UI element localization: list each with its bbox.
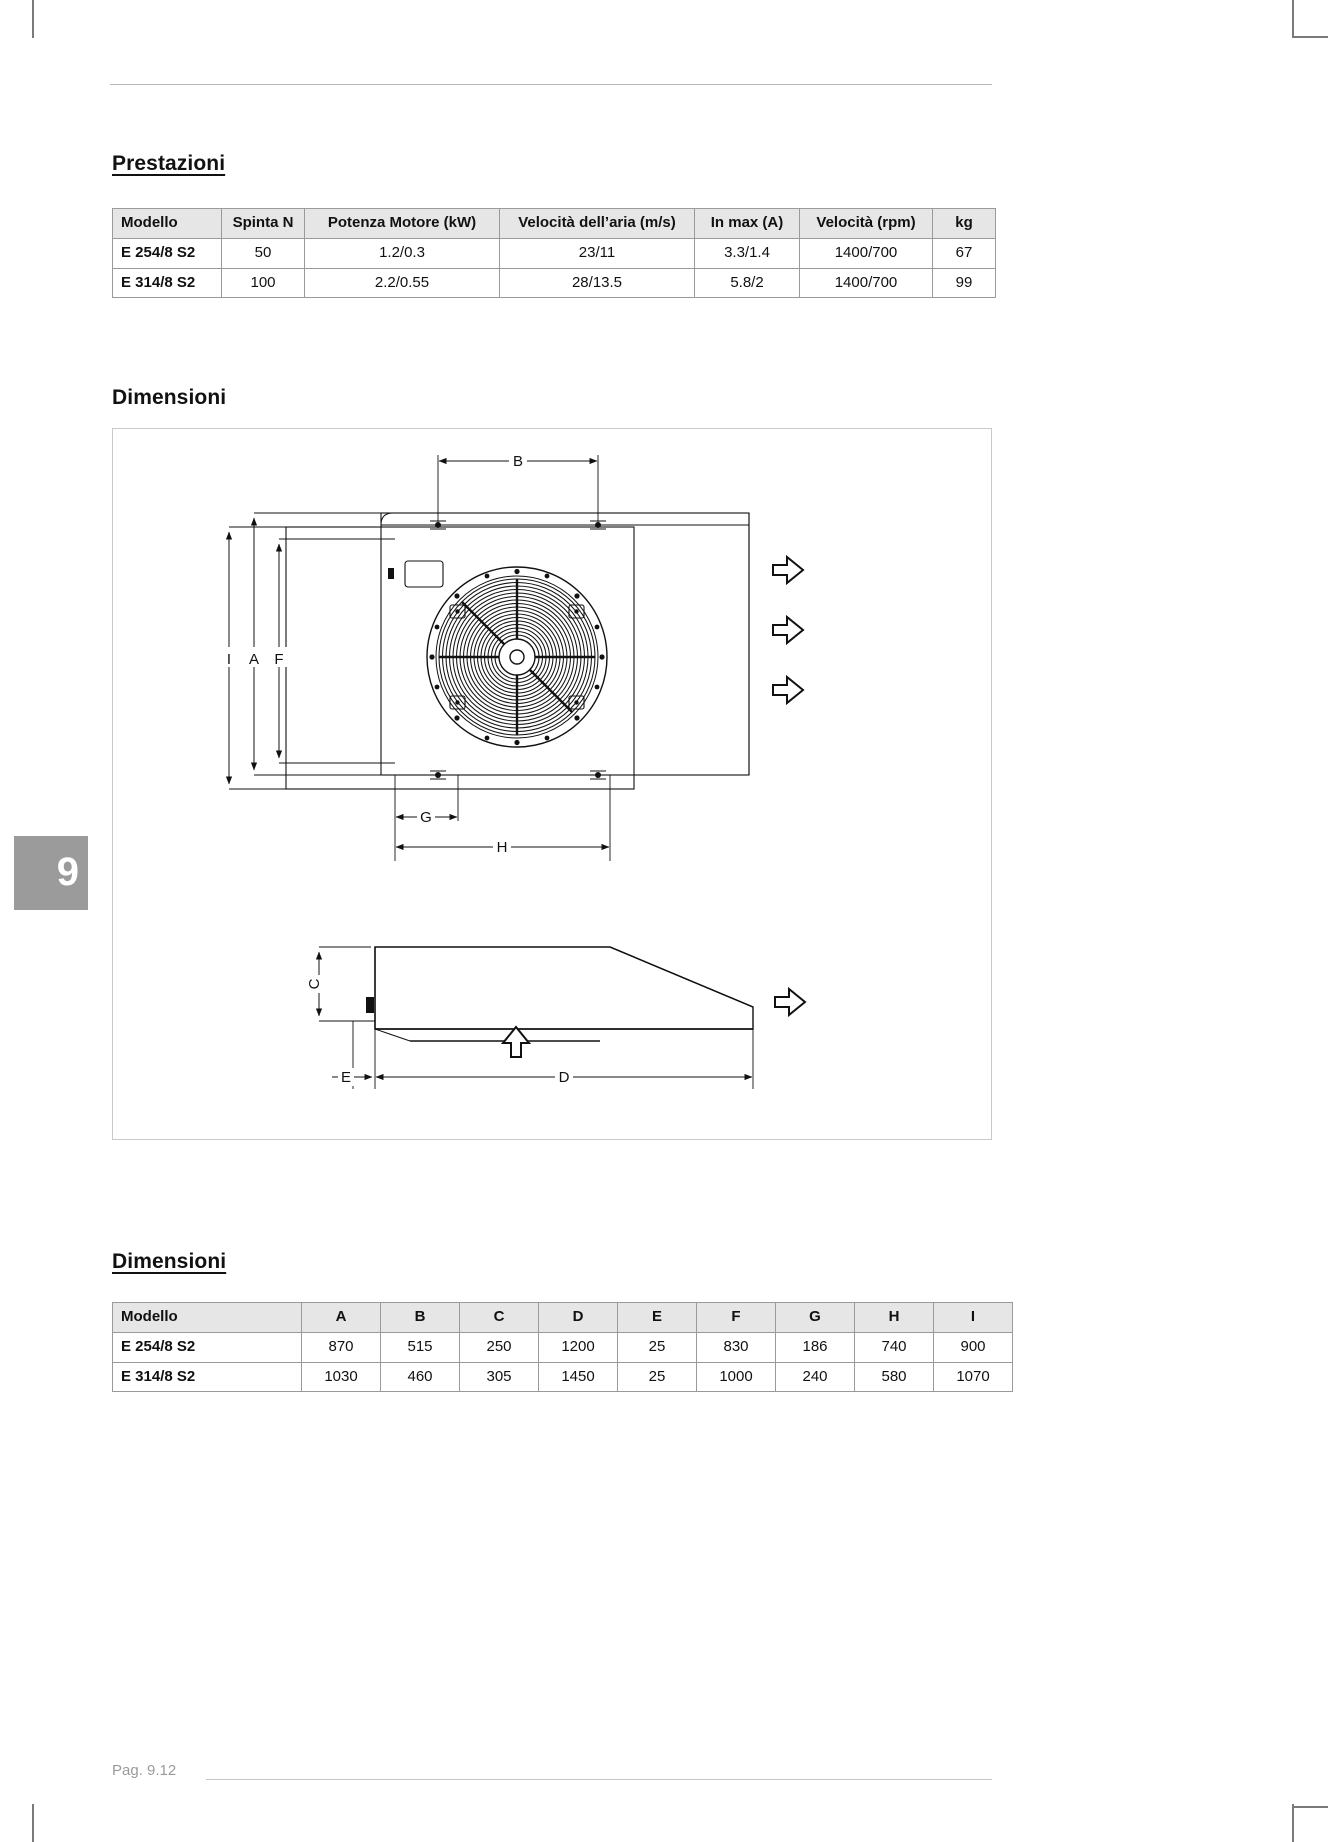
- cell-modello: E 314/8 S2: [113, 1362, 302, 1392]
- dim-label-E: E: [340, 1069, 352, 1086]
- dim-label-C: C: [306, 978, 323, 990]
- cell-c: 250: [460, 1332, 539, 1362]
- page-tab-number: 9: [56, 850, 79, 895]
- cell-i: 900: [934, 1332, 1013, 1362]
- footer-page-label: Pag. 9.12: [112, 1762, 177, 1779]
- dimensions-drawing-heading: Dimensioni: [112, 386, 227, 409]
- cell-g: 240: [776, 1362, 855, 1392]
- performance-section-heading: Prestazioni: [112, 152, 226, 175]
- crop-mark-top-right-vertical: [1292, 0, 1294, 38]
- dimensions-table: [112, 1302, 1013, 1392]
- crop-mark-bottom-right-horizontal: [1294, 1806, 1328, 1808]
- dimensions-table-heading: Dimensioni: [112, 1250, 227, 1273]
- cell-in-max: 5.8/2: [695, 268, 800, 298]
- cell-velocita-aria: 23/11: [500, 238, 695, 268]
- table-header-row: [113, 1303, 1013, 1333]
- cell-kg: 67: [933, 238, 996, 268]
- crop-mark-top-left: [32, 0, 34, 38]
- col-header-d: D: [539, 1303, 618, 1333]
- col-header-velocita-aria: Velocità dell’aria (m/s): [500, 209, 695, 239]
- dim-label-B: B: [512, 453, 524, 470]
- footer-divider: [206, 1779, 992, 1780]
- cell-modello: E 254/8 S2: [113, 1332, 302, 1362]
- cell-velocita-rpm: 1400/700: [800, 238, 933, 268]
- col-header-in-max: In max (A): [695, 209, 800, 239]
- cell-potenza: 1.2/0.3: [305, 238, 500, 268]
- technical-drawing: [113, 429, 991, 1139]
- cell-modello: E 254/8 S2: [113, 238, 222, 268]
- crop-mark-bottom-left: [32, 1804, 34, 1842]
- dim-label-G: G: [420, 809, 432, 826]
- col-header-a: A: [302, 1303, 381, 1333]
- col-header-modello: Modello: [113, 1303, 302, 1333]
- cell-e: 25: [618, 1332, 697, 1362]
- table-row: [113, 268, 996, 298]
- cell-kg: 99: [933, 268, 996, 298]
- cell-c: 305: [460, 1362, 539, 1392]
- cell-i: 1070: [934, 1362, 1013, 1392]
- cell-velocita-rpm: 1400/700: [800, 268, 933, 298]
- crop-mark-bottom-right-vertical: [1292, 1804, 1294, 1842]
- cell-h: 740: [855, 1332, 934, 1362]
- performance-table: [112, 208, 996, 298]
- cell-a: 870: [302, 1332, 381, 1362]
- col-header-velocita-rpm: Velocità (rpm): [800, 209, 933, 239]
- cell-velocita-aria: 28/13.5: [500, 268, 695, 298]
- dim-label-F: F: [274, 651, 284, 668]
- cell-b: 460: [381, 1362, 460, 1392]
- cell-potenza: 2.2/0.55: [305, 268, 500, 298]
- table-row: [113, 1332, 1013, 1362]
- dim-label-H: H: [496, 839, 508, 856]
- cell-a: 1030: [302, 1362, 381, 1392]
- cell-d: 1200: [539, 1332, 618, 1362]
- cell-f: 830: [697, 1332, 776, 1362]
- dim-label-I: I: [226, 651, 232, 668]
- table-row: [113, 238, 996, 268]
- col-header-modello: Modello: [113, 209, 222, 239]
- cell-d: 1450: [539, 1362, 618, 1392]
- col-header-g: G: [776, 1303, 855, 1333]
- col-header-b: B: [381, 1303, 460, 1333]
- cell-e: 25: [618, 1362, 697, 1392]
- cell-g: 186: [776, 1332, 855, 1362]
- technical-drawing-frame: [112, 428, 992, 1140]
- cell-b: 515: [381, 1332, 460, 1362]
- col-header-f: F: [697, 1303, 776, 1333]
- col-header-e: E: [618, 1303, 697, 1333]
- crop-mark-top-right-horizontal: [1294, 36, 1328, 38]
- dim-label-A: A: [248, 651, 260, 668]
- header-divider: [110, 84, 992, 85]
- col-header-h: H: [855, 1303, 934, 1333]
- cell-spinta: 100: [222, 268, 305, 298]
- cell-h: 580: [855, 1362, 934, 1392]
- col-header-potenza-motore: Potenza Motore (kW): [305, 209, 500, 239]
- dim-label-D: D: [558, 1069, 570, 1086]
- cell-f: 1000: [697, 1362, 776, 1392]
- cell-in-max: 3.3/1.4: [695, 238, 800, 268]
- col-header-kg: kg: [933, 209, 996, 239]
- table-header-row: [113, 209, 996, 239]
- col-header-i: I: [934, 1303, 1013, 1333]
- col-header-c: C: [460, 1303, 539, 1333]
- cell-modello: E 314/8 S2: [113, 268, 222, 298]
- table-row: [113, 1362, 1013, 1392]
- cell-spinta: 50: [222, 238, 305, 268]
- col-header-spinta: Spinta N: [222, 209, 305, 239]
- page-tab-badge: [14, 836, 88, 910]
